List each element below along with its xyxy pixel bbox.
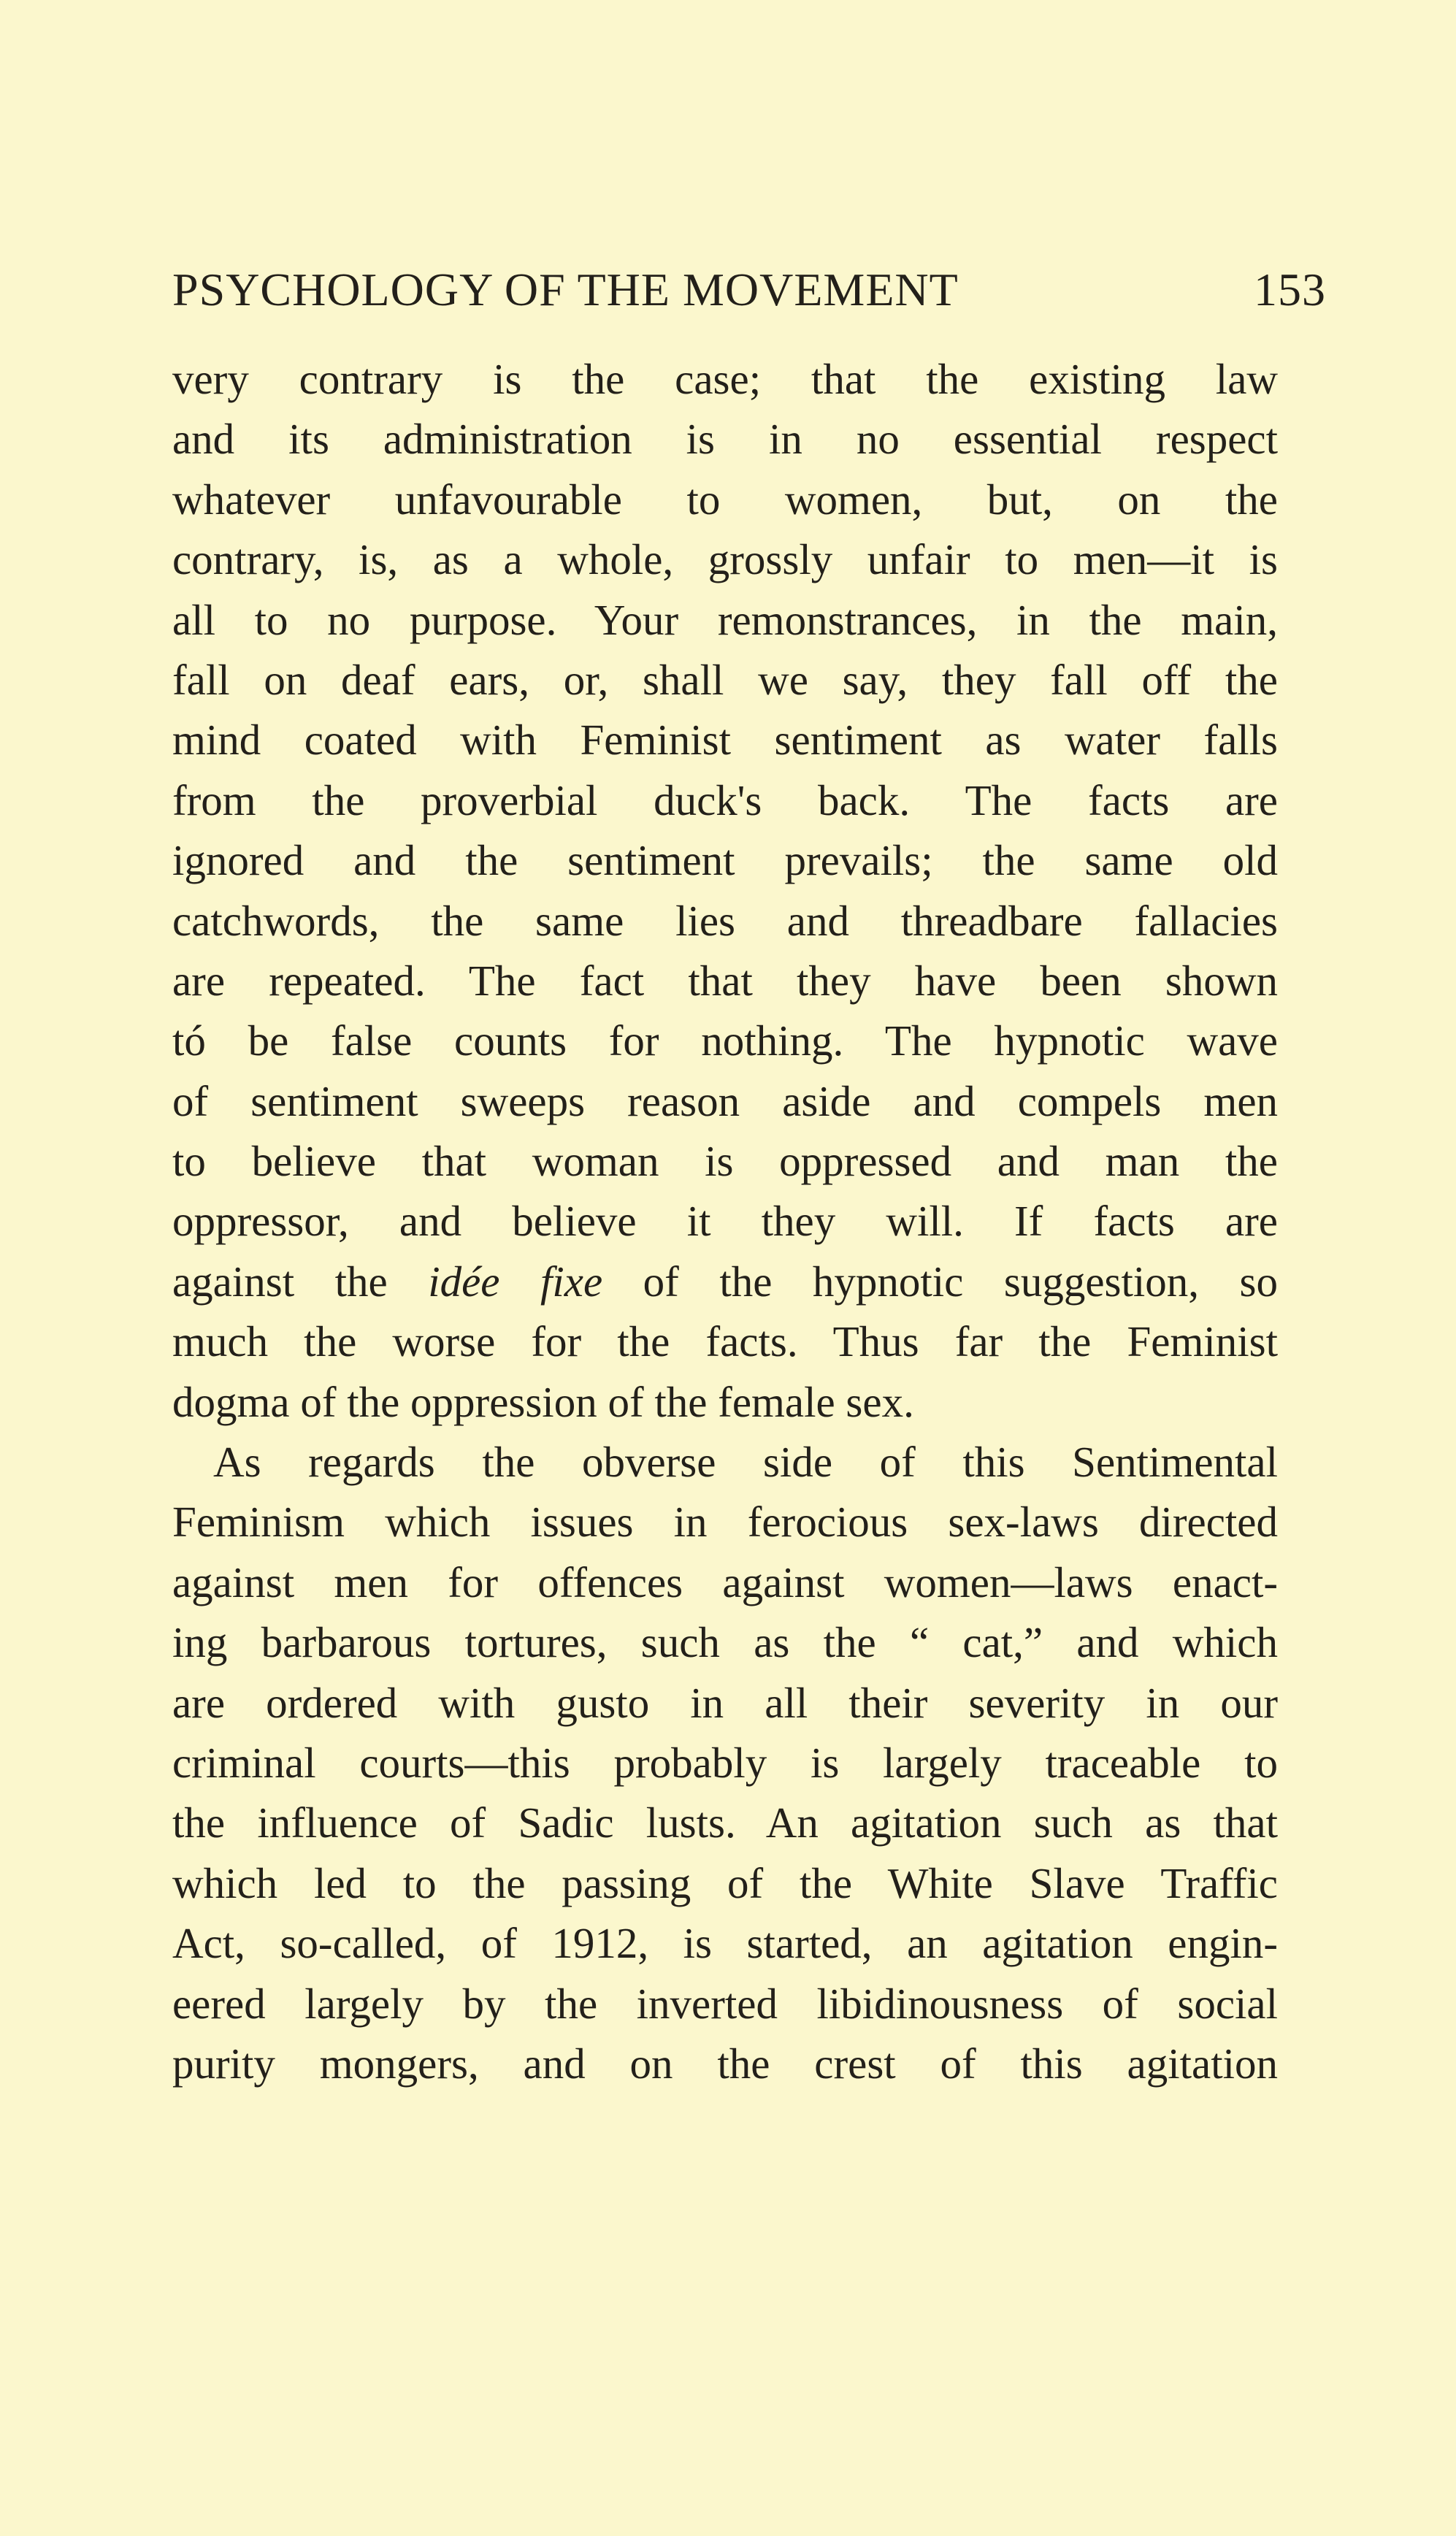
text-line: Feminism which issues in ferocious sex-laws directed xyxy=(172,1498,1278,1547)
text-line: contrary, is, as a whole, grossly unfair to men—it is xyxy=(172,535,1278,584)
text-line: fall on deaf ears, or, shall we say, they fall off the xyxy=(172,655,1278,704)
text-line: and its administration is in no essential respect xyxy=(172,415,1278,464)
text-line: mind coated with Feminist sentiment as water falls xyxy=(172,716,1278,765)
text-line: oppressor, and believe it they will. If facts are xyxy=(172,1197,1278,1246)
text-line: ing barbarous tortures, such as the “ cat,” and which xyxy=(172,1618,1278,1667)
text-line: from the proverbial duck's back. The facts are xyxy=(172,775,1278,824)
text-line: whatever unfavourable to women, but, on the xyxy=(172,475,1278,524)
text-line: of sentiment sweeps reason aside and compels men xyxy=(172,1076,1278,1125)
text-line: catchwords, the same lies and threadbare fallacies xyxy=(172,896,1278,945)
running-title: PSYCHOLOGY OF THE MOVEMENT xyxy=(172,264,959,315)
text-line: which led to the passing of the White Slave Traffic xyxy=(172,1858,1278,1907)
text-line: the influence of Sadic lusts. An agitation such as that xyxy=(172,1798,1278,1847)
text-line: tó be false counts for nothing. The hypnotic wave xyxy=(172,1016,1278,1065)
running-head xyxy=(172,261,1326,319)
text-line: Act, so-called, of 1912, is started, an agitation engin- xyxy=(172,1919,1278,1968)
text-line: purity mongers, and on the crest of this agitation xyxy=(172,2039,1278,2088)
text-line: are repeated. The fact that they have been shown xyxy=(172,956,1278,1005)
text-line: all to no purpose. Your remonstrances, in the main, xyxy=(172,595,1278,644)
text-segment: of the hypnotic suggestion, so xyxy=(602,1257,1278,1306)
text-line-with-italic xyxy=(172,1252,1278,1311)
body-text xyxy=(172,349,1278,2093)
text-line: criminal courts—this probably is largely traceable to xyxy=(172,1738,1278,1787)
page-number: 153 xyxy=(1254,264,1326,315)
text-line: are ordered with gusto in all their severity in our xyxy=(172,1678,1278,1727)
text-line: ignored and the sentiment prevails; the same old xyxy=(172,836,1278,885)
text-line: very contrary is the case; that the existing law xyxy=(172,355,1278,403)
text-line: to believe that woman is oppressed and man the xyxy=(172,1137,1278,1186)
text-line: eered largely by the inverted libidinousness of social xyxy=(172,1979,1278,2028)
text-line: against men for offences against women—laws enact- xyxy=(172,1558,1278,1606)
text-line: As regards the obverse side of this Sentimental xyxy=(213,1438,1278,1487)
text-segment: against the xyxy=(172,1257,429,1306)
italic-phrase: idée fixe xyxy=(428,1257,603,1306)
text-line: much the worse for the facts. Thus far the Feminist xyxy=(172,1317,1278,1366)
text-line: dogma of the oppression of the female sex. xyxy=(172,1377,914,1426)
